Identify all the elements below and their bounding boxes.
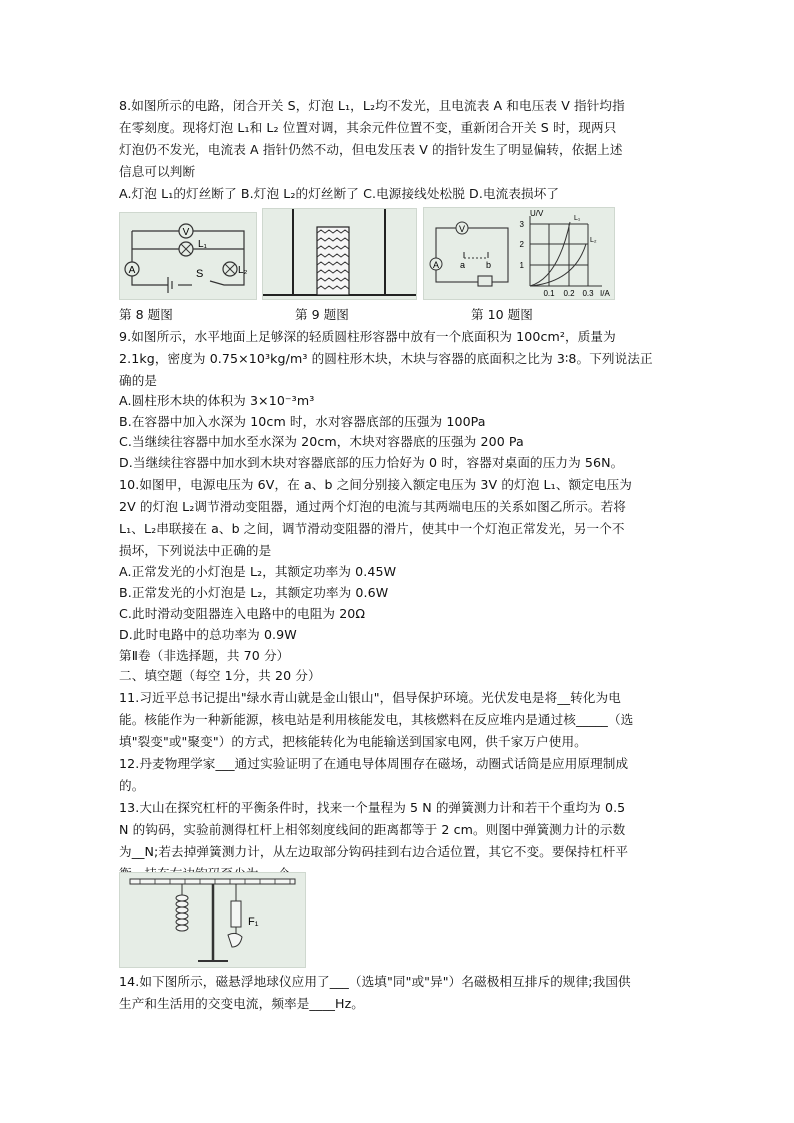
q11-line-2: 能。核能作为一种新能源，核电站是利用核能发电，其核燃料在反应堆内是通过核_____（选 xyxy=(119,712,634,727)
caption-fig-8: 第 8 题图 xyxy=(119,307,173,322)
q11-line-3: 填"裂变"或"聚变"）的方式，把核能转化为电能输送到国家电网，供千家万户使用。 xyxy=(119,734,587,749)
figure-10-circuit-graph xyxy=(423,207,615,300)
fig10-y-axis-label: U/V xyxy=(530,209,544,218)
q14-line-2: 生产和生活用的交变电流，频率是____Hz。 xyxy=(119,996,364,1011)
volume-heading: 第Ⅱ卷（非选择题，共 70 分） xyxy=(119,648,290,663)
q14-line-1: 14.如下图所示，磁悬浮地球仪应用了___（选填"同"或"异"）名磁极相互排斥的规律;我国供 xyxy=(119,974,631,989)
q8-line-1: 8.如图所示的电路，闭合开关 S，灯泡 L₁，L₂均不发光，且电流表 A 和电压表 V 指针均指 xyxy=(119,98,625,113)
q13-line-3: 为__N;若去掉弹簧测力计，从左边取部分钩码挂到右边合适位置，其它不变。要保持杠杆平 xyxy=(119,844,629,859)
q13-line-1: 13.大山在探究杠杆的平衡条件时，找来一个量程为 5 N 的弹簧测力计和若干个重均为 0.5 xyxy=(119,800,626,815)
fig10-ammeter-label: A xyxy=(432,260,440,270)
q9-option-a: A.圆柱形木块的体积为 3×10⁻³m³ xyxy=(119,393,315,408)
q10-line-1: 10.如图甲，电源电压为 6V，在 a、b 之间分别接入额定电压为 3V 的灯泡 L₁、额定电压为 xyxy=(119,477,632,492)
q10-line-4: 损坏，下列说法中正确的是 xyxy=(119,543,272,558)
q9-line-3: 确的是 xyxy=(119,373,158,388)
q10-option-b: B.正常发光的小灯泡是 L₂，其额定功率为 0.6W xyxy=(119,585,389,600)
q9-option-c: C.当继续往容器中加水至水深为 20cm，木块对容器底的压强为 200 Pa xyxy=(119,434,524,449)
fig10-tick-x3: 0.3 xyxy=(582,289,594,298)
lamp-l1-label: L₁ xyxy=(198,239,207,250)
q10-option-d: D.此时电路中的总功率为 0.9W xyxy=(119,627,297,642)
q9-option-d: D.当继续往容器中加水到木块对容器底部的压力恰好为 0 时，容器对桌面的压力为 56N。 xyxy=(119,455,624,470)
ammeter-label: A xyxy=(128,265,136,276)
q9-option-b: B.在容器中加入水深为 10cm 时，水对容器底部的压强为 100Pa xyxy=(119,414,486,429)
lamp-l2-label: L₂ xyxy=(238,265,248,276)
caption-fig-9: 第 9 题图 xyxy=(295,307,349,322)
fig10-tick-y3: 3 xyxy=(519,220,524,229)
q11-line-1: 11.习近平总书记提出"绿水青山就是金山银山"，倡导保护环境。光伏发电是将__转化为电 xyxy=(119,690,621,705)
q8-line-3: 灯泡仍不发光，电流表 A 指针仍然不动，但电发压表 V 的指针发生了明显偏转，依据上述 xyxy=(119,142,623,157)
fig10-curve-l2: L₂ xyxy=(590,237,597,244)
q10-line-3: L₁、L₂串联接在 a、b 之间，调节滑动变阻器的滑片，使其中一个灯泡正常发光，另一个不 xyxy=(119,521,625,536)
caption-fig-10: 第 10 题图 xyxy=(471,307,533,322)
q8-line-2: 在零刻度。现将灯泡 L₁和 L₂ 位置对调，其余元件位置不变，重新闭合开关 S 时，现两只 xyxy=(119,120,617,135)
fig10-tick-x1: 0.1 xyxy=(543,289,555,298)
q9-line-2: 2.1kg，密度为 0.75×10³kg/m³ 的圆柱形木块，木块与容器的底面积之比为 3∶8。下列说法正 xyxy=(119,351,653,366)
fig10-tick-x2: 0.2 xyxy=(563,289,575,298)
fig10-point-a: a xyxy=(460,260,466,270)
figure-13-lever xyxy=(119,872,306,968)
fig10-voltmeter-label: V xyxy=(458,224,466,234)
q10-option-c: C.此时滑动变阻器连入电路中的电阻为 20Ω xyxy=(119,606,366,621)
figure-8-circuit xyxy=(119,212,257,300)
q12-line-2: 的。 xyxy=(119,778,145,793)
q8-options: A.灯泡 L₁的灯丝断了 B.灯泡 L₂的灯丝断了 C.电源接线处松脱 D.电流表损坏了 xyxy=(119,186,560,201)
fig13-force-label: F₁ xyxy=(248,916,259,928)
fig10-x-axis-label: I/A xyxy=(600,289,610,298)
fig10-tick-y2: 2 xyxy=(519,240,524,249)
q13-line-2: N 的钩码，实验前测得杠杆上相邻刻度线间的距离都等于 2 cm。则图中弹簧测力计的示数 xyxy=(119,822,626,837)
figure-9-container xyxy=(262,208,417,300)
fig10-point-b: b xyxy=(486,260,492,270)
switch-label: S xyxy=(196,268,204,280)
part-heading: 二、填空题（每空 1分，共 20 分） xyxy=(119,668,321,683)
voltmeter-label: V xyxy=(182,227,190,238)
fig10-curve-l1: L₁ xyxy=(574,215,581,222)
q10-line-2: 2V 的灯泡 L₂调节滑动变阻器，通过两个灯泡的电流与其两端电压的关系如图乙所示。若将 xyxy=(119,499,626,514)
q8-line-4: 信息可以判断 xyxy=(119,164,196,179)
q9-line-1: 9.如图所示，水平地面上足够深的轻质圆柱形容器中放有一个底面积为 100cm²，质量为 xyxy=(119,329,616,344)
q10-option-a: A.正常发光的小灯泡是 L₂，其额定功率为 0.45W xyxy=(119,564,397,579)
fig10-tick-y1: 1 xyxy=(519,261,524,270)
q12-line-1: 12.丹麦物理学家___通过实验证明了在通电导体周围存在磁场，动圈式话筒是应用原理制成 xyxy=(119,756,629,771)
